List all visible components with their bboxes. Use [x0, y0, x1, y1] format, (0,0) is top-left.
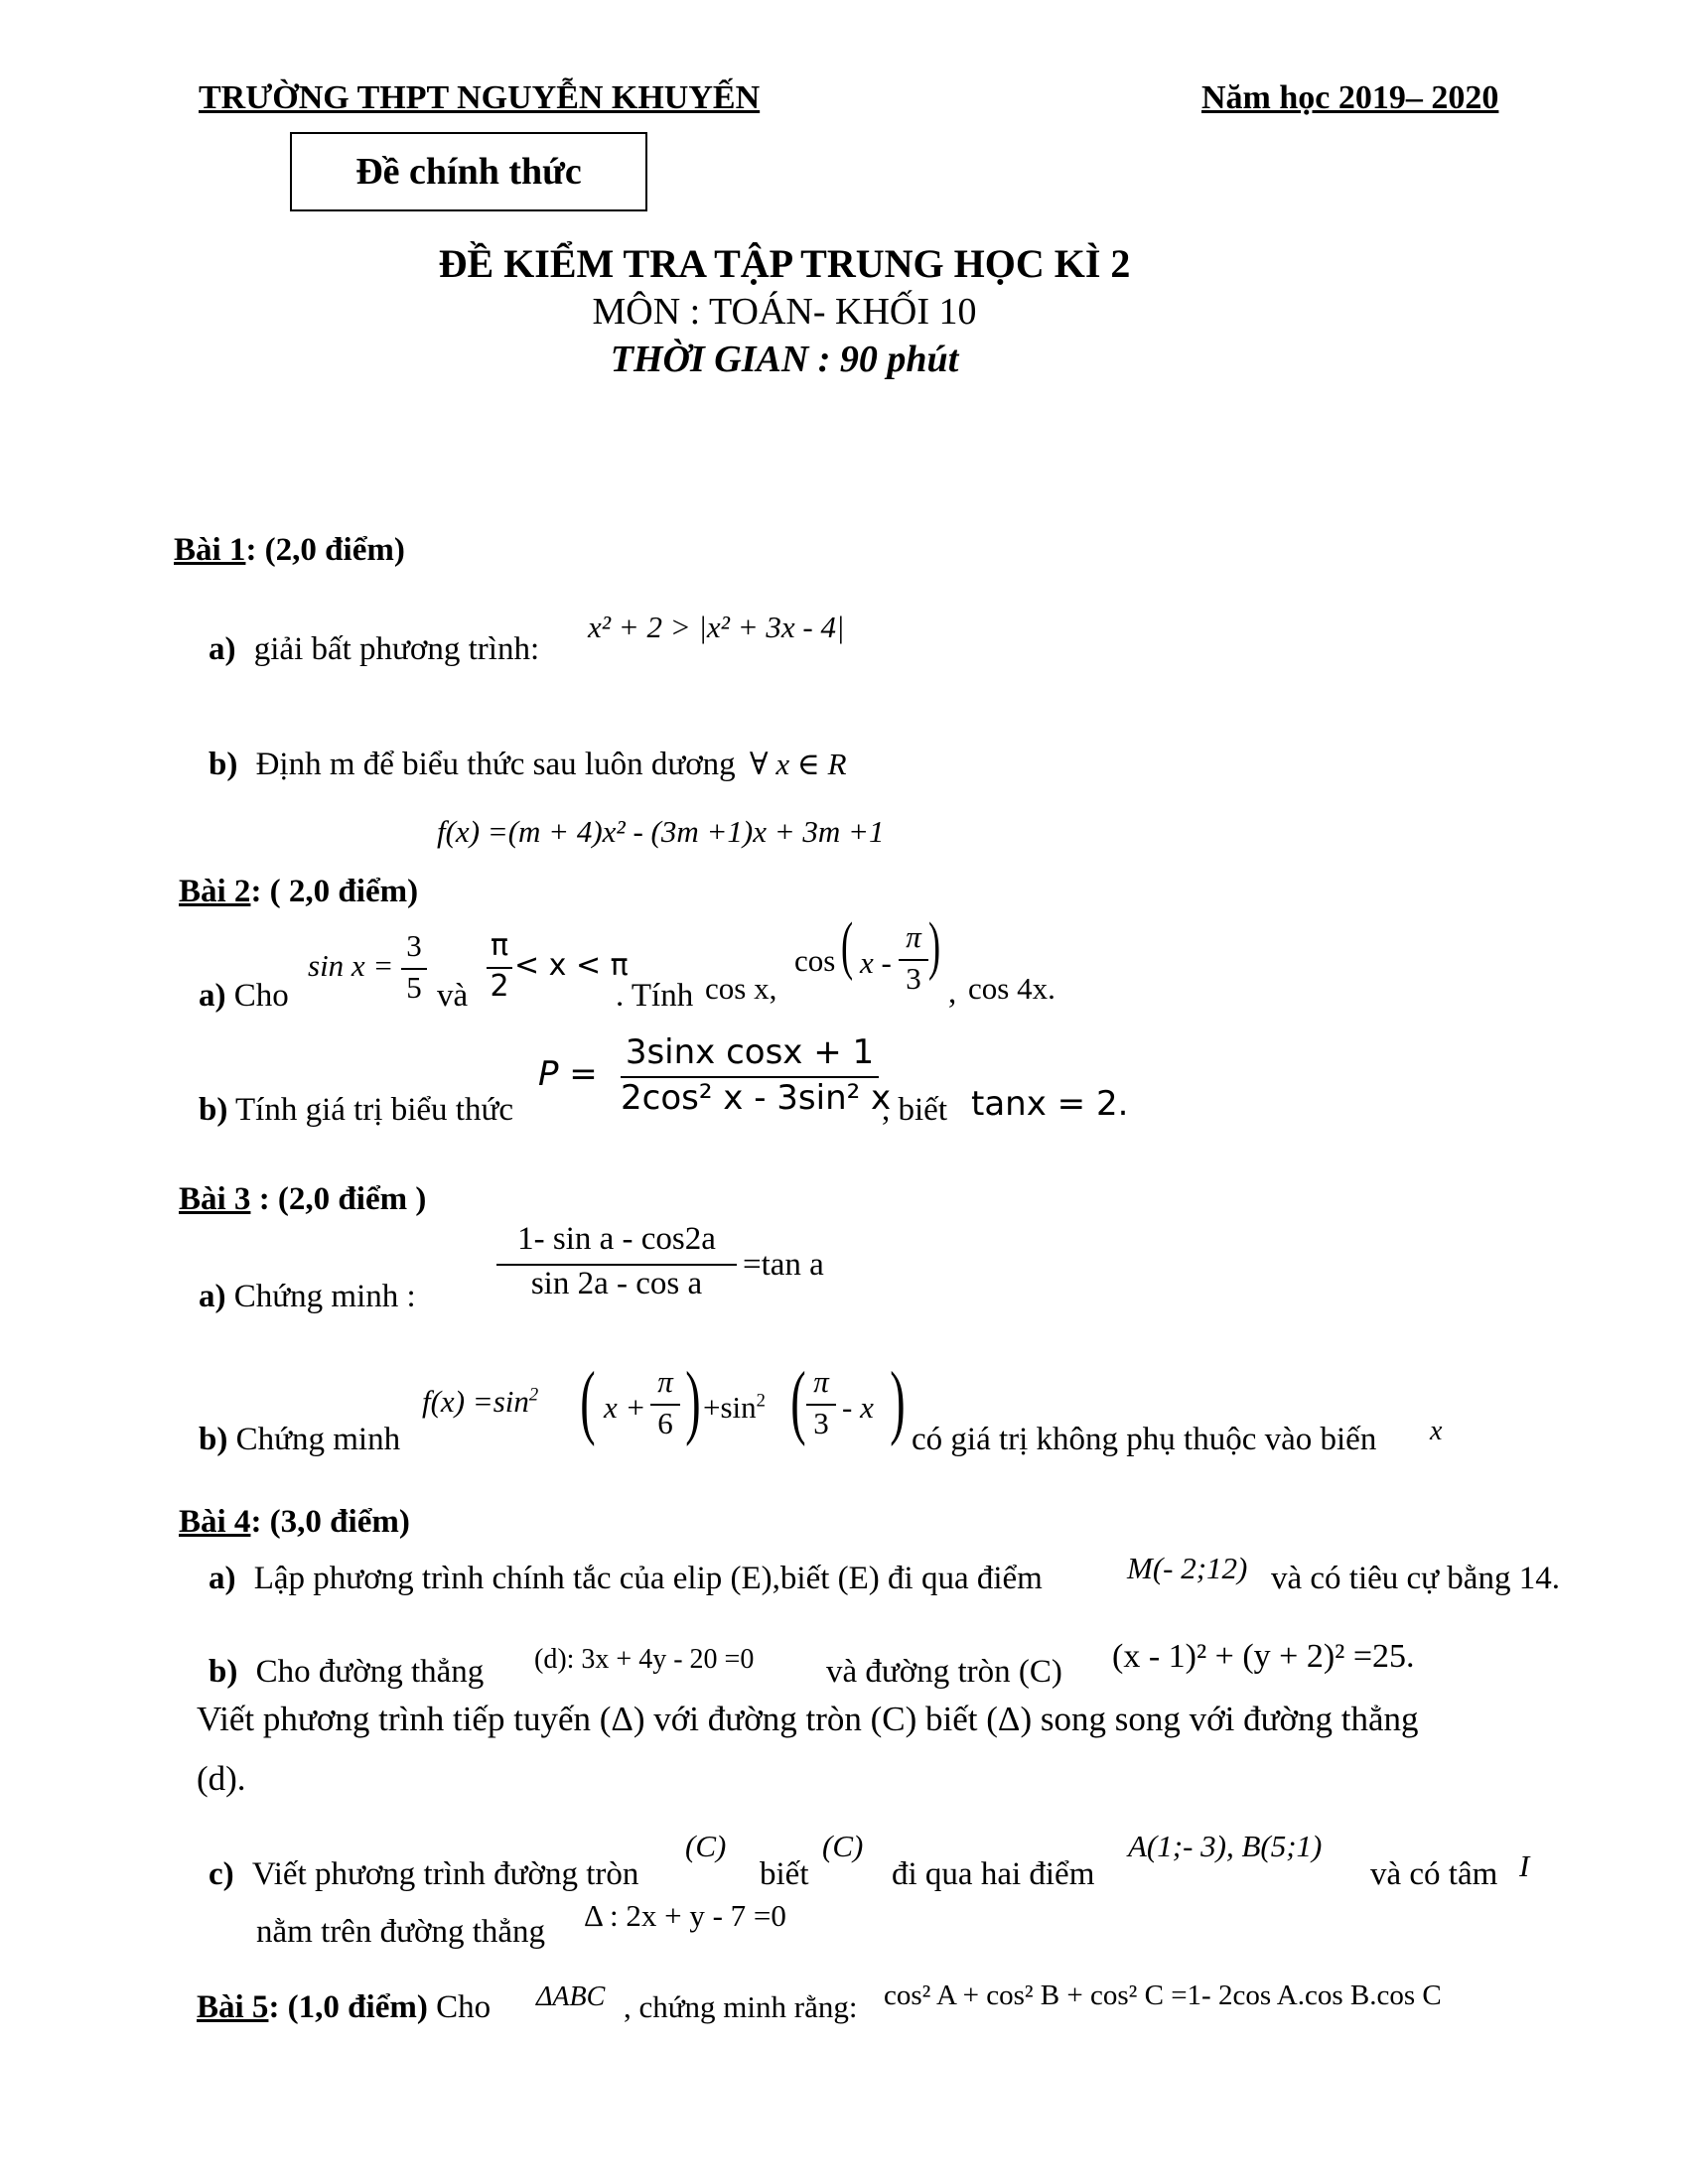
bai5-equation: cos² A + cos² B + cos² C =1- 2cos A.cos B.cos C	[884, 1979, 1442, 2011]
bai2-a-paren-left: (	[840, 909, 854, 982]
bai2-title: Bài 2	[179, 874, 251, 909]
bai2-b-label: b)	[199, 1092, 228, 1128]
bai3-b-var: x	[1430, 1416, 1443, 1446]
bai4-c-C1: (C)	[685, 1829, 727, 1863]
bai1-a	[209, 631, 539, 668]
bai3-points: : (2,0 điểm )	[250, 1181, 427, 1217]
bai2-b-text: Tính giá trị biểu thức	[235, 1092, 513, 1128]
bai3-b-paren2-left: (	[790, 1355, 806, 1447]
bai4-a-tail: và có tiêu cự bằng 14.	[1271, 1561, 1560, 1596]
bai1-points: : (2,0 điểm)	[245, 532, 405, 568]
bai3-b-pi6-fraction	[650, 1364, 680, 1441]
bai2-a-fraction	[401, 928, 427, 1006]
bai3-a-label: a)	[199, 1279, 226, 1314]
bai4-title: Bài 4	[179, 1504, 251, 1540]
bai1-a-inequality: x² + 2 > |x² + 3x - 4|	[588, 610, 845, 644]
school-year: Năm học 2019– 2020	[1201, 79, 1499, 116]
bai4-c-C2: (C)	[822, 1829, 864, 1863]
bai4-c	[209, 1856, 638, 1893]
bai2-a-cho-text: Cho	[233, 978, 289, 1014]
bai2-b-tan-text: tanx = 2	[971, 1084, 1118, 1124]
bai2-a-cos4x-text: cos 4x	[968, 971, 1049, 1006]
bai5-title: Bài 5	[197, 1989, 269, 2025]
bai2-a-comma1: ,	[769, 971, 777, 1006]
bai3-b-pi3-num: π	[813, 1364, 829, 1399]
bai1-title: Bài 1	[174, 532, 246, 568]
bai4-c-text2: đi qua hai điểm	[892, 1856, 1095, 1892]
bai4-c-I: I	[1519, 1848, 1530, 1883]
bai3-a-text: Chứng minh :	[233, 1279, 416, 1314]
bai2-a-va: và	[437, 978, 469, 1014]
bai4-b-line2: Viết phương trình tiếp tuyến (Δ) với đường tròn (C) biết (Δ) song song với đường thẳng	[197, 1700, 1419, 1738]
bai3-b-paren2-right: )	[890, 1355, 906, 1447]
bai2-a-cosx	[705, 971, 776, 1007]
bai1-b	[209, 747, 847, 783]
bai1-b-label: b)	[209, 747, 238, 782]
bai5-triangle: ΔABC	[536, 1981, 606, 2012]
bai2-a-cos-shift	[794, 943, 835, 979]
bai4-a-label: a)	[209, 1561, 236, 1596]
bai3-b-paren1-left: (	[580, 1355, 596, 1447]
exam-duration: THỜI GIAN : 90 phút	[610, 339, 959, 380]
bai1-b-quantifier: ∀ x ∈ R	[749, 747, 847, 781]
bai2-a-cho	[199, 978, 289, 1015]
bai4-b-text2: và đường tròn (C)	[826, 1654, 1062, 1690]
bai1-b-function: f(x) =(m + 4)x² - (3m +1)x + 3m +1	[437, 814, 885, 849]
bai2-points: : ( 2,0 điểm)	[250, 874, 419, 909]
bai3-a	[199, 1279, 416, 1315]
bai3-b-pi3-fraction	[806, 1364, 836, 1441]
bai4-heading	[179, 1504, 410, 1541]
bai3-b-pi3-den: 3	[806, 1404, 836, 1441]
bai4-c-text1: Viết phương trình đường tròn	[251, 1856, 639, 1892]
bai3-title: Bài 3	[179, 1181, 251, 1217]
bai3-b-paren1-right: )	[685, 1355, 701, 1447]
bai4-b-circle: (x - 1)² + (y + 2)² =25.	[1112, 1638, 1415, 1675]
bai2-a-fraction-num: 3	[406, 928, 422, 963]
exam-subject: MÔN : TOÁN- KHỐI 10	[592, 291, 977, 333]
bai1-b-text: Định m để biểu thức sau luôn dương	[255, 747, 736, 782]
bai1-a-label: a)	[209, 631, 236, 667]
bai4-a	[209, 1561, 1043, 1597]
bai2-b-fraction	[621, 1032, 892, 1118]
school-name: TRƯỜNG THPT NGUYỄN KHUYẾN	[199, 79, 761, 116]
bai5-points: : (1,0 điểm)	[268, 1989, 428, 2025]
bai4-c-line2: nằm trên đường thẳng	[256, 1914, 546, 1950]
bai5	[197, 1989, 491, 2026]
bai3-b-x1: x +	[604, 1390, 646, 1425]
bai2-a-cos4x	[968, 971, 1055, 1007]
bai4-points: : (3,0 điểm)	[250, 1504, 410, 1540]
bai2-a-cos-word: cos	[794, 943, 836, 978]
bai4-c-biet: biết	[760, 1856, 809, 1892]
bai2-b-fraction-num: 3sinx cosx + 1	[625, 1032, 875, 1072]
bai1-heading	[174, 532, 405, 569]
bai3-b-plus: $+\sin^2$	[703, 1390, 766, 1425]
bai3-a-fraction	[496, 1221, 737, 1302]
bai2-a-paren-right: )	[927, 909, 941, 982]
bai4-c-text3: và có tâm	[1370, 1856, 1498, 1892]
bai4-c-delta: Δ : 2x + y - 7 =0	[584, 1898, 786, 1933]
bai1-a-text: giải bất phương trình:	[253, 631, 540, 667]
bai4-b-label: b)	[209, 1654, 238, 1690]
bai3-b-plus-text: +sin	[703, 1390, 757, 1425]
bai2-a-comma2: ,	[948, 975, 957, 1011]
bai2-a-pi3-num: π	[906, 919, 921, 954]
bai3-b-tail: có giá trị không phụ thuộc vào biến	[912, 1422, 1377, 1457]
bai3-b-f-text: f(x) =sin	[422, 1384, 529, 1419]
bai2-b-dot: .	[1117, 1084, 1129, 1124]
bai3-b-label: b)	[199, 1422, 228, 1457]
bai4-c-points: A(1;- 3), B(5;1)	[1128, 1829, 1323, 1863]
bai4-b-text1: Cho đường thẳng	[255, 1654, 485, 1690]
bai4-b-line3: (d).	[197, 1759, 246, 1798]
bai5-text: , chứng minh rằng:	[624, 1989, 858, 2024]
bai3-a-fraction-num: 1- sin a - cos2a	[517, 1221, 716, 1257]
bai2-b	[199, 1092, 513, 1129]
bai2-a-pi-den: 2	[487, 967, 512, 1004]
bai3-b	[199, 1422, 400, 1458]
bai3-a-rhs: =tan a	[743, 1247, 824, 1283]
official-exam-box	[290, 132, 647, 211]
bai4-a-point	[1127, 1551, 1247, 1586]
bai2-a-pi-fraction	[487, 928, 512, 1004]
bai2-a-pi3-fraction	[899, 919, 928, 997]
bai2-a-tinh: . Tính	[616, 978, 694, 1014]
bai2-a-sin: sin x =	[308, 948, 394, 983]
exam-title: ĐỀ KIỂM TRA TẬP TRUNG HỌC KÌ 2	[438, 241, 1131, 286]
bai4-a-point-text: M(- 2;12)	[1127, 1551, 1248, 1585]
bai3-a-fraction-den: sin 2a - cos a	[496, 1264, 737, 1302]
bai4-b-line: (d): 3x + 4y - 20 =0	[534, 1644, 755, 1675]
bai2-b-biet: , biết	[882, 1092, 947, 1128]
bai5-cho: Cho	[436, 1989, 492, 2025]
bai2-a-fraction-den: 5	[401, 968, 427, 1006]
bai4-a-text: Lập phương trình chính tắc của elip (E),biết (E) đi qua điểm	[253, 1561, 1043, 1596]
bai2-a-pi3-den: 3	[899, 959, 928, 997]
bai2-a-cosx-text: cos x	[705, 971, 770, 1006]
bai3-b-pi6-den: 6	[650, 1404, 680, 1441]
bai3-b-text: Chứng minh	[235, 1422, 401, 1457]
bai2-heading	[179, 874, 418, 910]
official-exam-label: Đề chính thức	[355, 151, 582, 193]
bai3-b-x2: - x	[842, 1390, 874, 1425]
bai2-b-P: P =	[538, 1054, 598, 1094]
bai3-b-pi6-num: π	[657, 1364, 673, 1399]
bai2-a-x-minus: x -	[860, 945, 892, 980]
bai4-c-label: c)	[209, 1856, 234, 1892]
bai2-b-fraction-den: 2cos² x - 3sin² x	[621, 1078, 892, 1118]
bai2-a-pi-num: π	[490, 928, 509, 963]
bai2-a-label: a)	[199, 978, 226, 1014]
bai2-a-range: < x < π	[514, 948, 629, 983]
bai4-b	[209, 1654, 484, 1691]
bai2-b-tan	[971, 1084, 1128, 1124]
bai3-heading	[179, 1181, 426, 1218]
bai2-a-dot: .	[1048, 971, 1055, 1006]
bai3-b-f: $f(x) =\sin^2$	[422, 1384, 539, 1419]
